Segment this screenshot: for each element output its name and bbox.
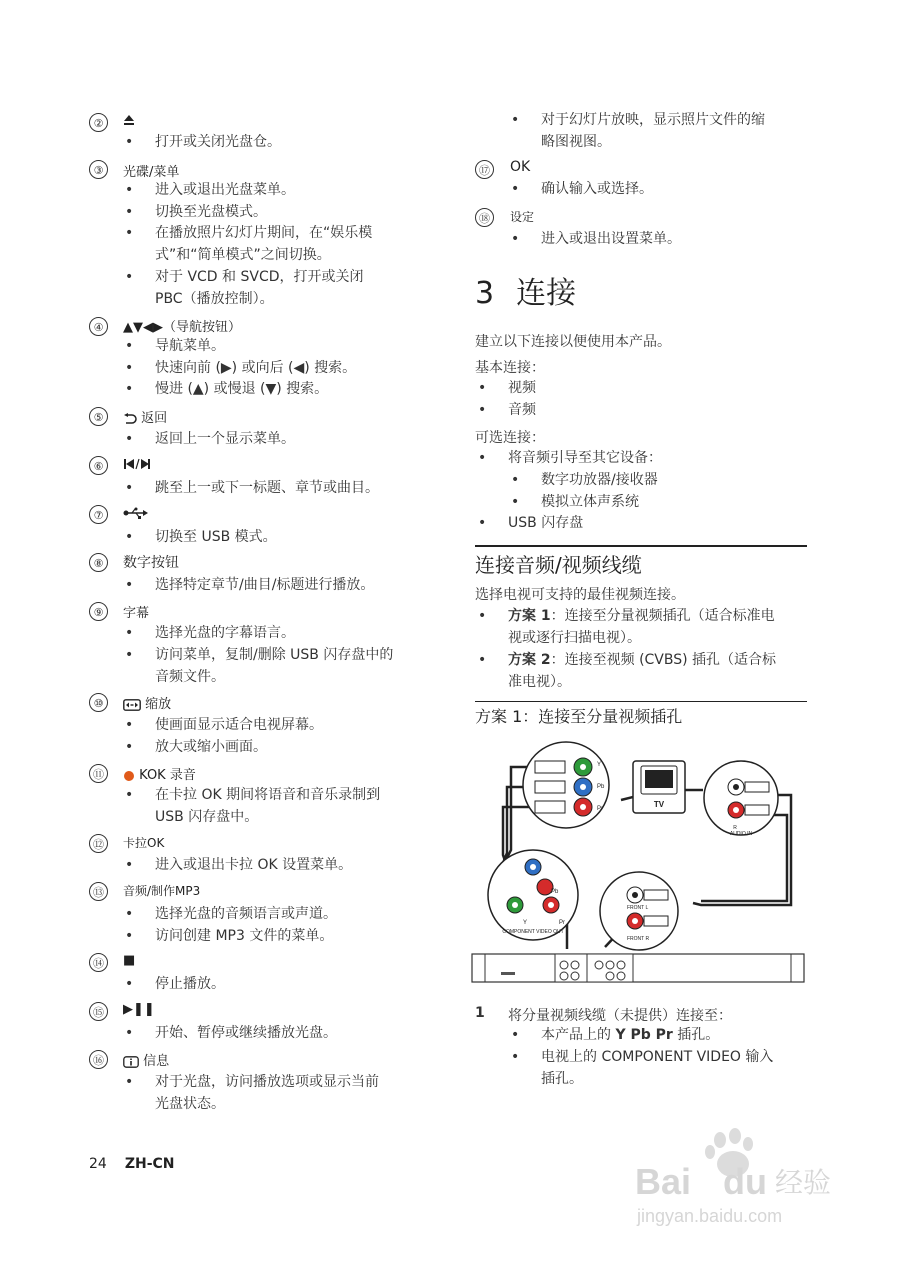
item-number: ⑪ xyxy=(89,764,108,783)
option-label: 方案 2 xyxy=(508,652,551,668)
list-item: • 对于 VCD 和 SVCD，打开或关闭 xyxy=(155,266,364,288)
list-item: • 返回上一个显示菜单。 xyxy=(155,428,295,450)
item-title xyxy=(123,505,149,520)
svg-text:Pr: Pr xyxy=(559,920,565,926)
optional-label: 可选连接： xyxy=(475,430,545,446)
list-item: • 使画面显示适合电视屏幕。 xyxy=(155,714,323,736)
item-title xyxy=(123,112,135,127)
list-item: • 打开或关闭光盘仓。 xyxy=(155,131,281,153)
audio-in-bubble xyxy=(704,761,778,835)
item-number: ⑩ xyxy=(89,693,108,712)
item-title: 音频/制作MP3 xyxy=(123,884,201,898)
list-item-cont: 式”和“简单模式”之间切换。 xyxy=(155,247,331,263)
list-item-cont: 略图视图。 xyxy=(541,134,611,150)
back-icon xyxy=(123,413,137,425)
item-number: ⑰ xyxy=(475,160,494,179)
option-text: ：连接至视频 (CVBS) 插孔（适合标 xyxy=(550,652,777,668)
usb-icon xyxy=(123,507,149,519)
tv-plug-y xyxy=(535,758,592,776)
subsection-rule xyxy=(475,701,807,702)
list-item: • 选择特定章节/曲目/标题进行播放。 xyxy=(155,574,374,596)
list-item-cont: 光盘状态。 xyxy=(155,1096,225,1112)
list-item: • 音频 xyxy=(508,399,536,421)
tv-plug-pb xyxy=(535,778,592,796)
tv-label: TV xyxy=(653,800,665,809)
item-number: ⑯ xyxy=(89,1050,108,1069)
item-title: 卡拉OK xyxy=(123,836,165,850)
list-item: • 数字功放器/接收器 xyxy=(541,469,658,491)
item-number: ③ xyxy=(89,160,108,179)
item-title-text: 信息 xyxy=(143,1054,170,1069)
watermark-brand2: du xyxy=(723,1161,767,1202)
section-title: 连接音频/视频线缆 xyxy=(475,553,642,577)
list-item xyxy=(541,1024,719,1046)
intro-text: 建立以下连接以便使用本产品。 xyxy=(475,334,671,350)
step-number: 1 xyxy=(475,1005,485,1021)
chapter-title: 连接 xyxy=(516,276,577,311)
item-title-text: 缩放 xyxy=(145,697,172,712)
jack-label: Y Pb Pr xyxy=(615,1027,673,1043)
item-title: ▲▼◀▶（导航按钮） xyxy=(123,320,241,335)
language-code: ZH-CN xyxy=(124,1156,175,1172)
list-item: • 在卡拉 OK 期间将语音和音乐录制到 xyxy=(155,784,380,806)
tv-plug-pr xyxy=(535,798,592,816)
svg-text:Pb: Pb xyxy=(551,889,559,895)
svg-text:Y: Y xyxy=(523,920,528,926)
baidu-watermark xyxy=(625,1128,855,1228)
list-item: • 确认输入或选择。 xyxy=(541,178,653,200)
list-item: • 开始、暂停或继续播放光盘。 xyxy=(155,1022,337,1044)
item-number: ⑱ xyxy=(475,208,494,227)
list-item xyxy=(508,605,775,627)
list-item-cont: 准电视）。 xyxy=(508,674,571,690)
list-item: • 访问菜单，复制/删除 USB 闪存盘中的 xyxy=(155,644,393,666)
record-dot-icon xyxy=(123,770,135,782)
label-pb: Pb xyxy=(597,784,605,790)
item-number: ⑬ xyxy=(89,882,108,901)
item-number: ② xyxy=(89,113,108,132)
list-item: • 放大或缩小画面。 xyxy=(155,736,267,758)
list-item: • 进入或退出光盘菜单。 xyxy=(155,179,295,201)
list-item: • 访问创建 MP3 文件的菜单。 xyxy=(155,925,333,947)
option-label: 方案 1 xyxy=(508,608,551,624)
text-span: 本产品上的 xyxy=(541,1027,616,1043)
watermark-cn: 经验 xyxy=(775,1166,832,1199)
list-item: • 在播放照片幻灯片期间，在“娱乐模 xyxy=(155,222,372,244)
list-item: • 视频 xyxy=(508,377,536,399)
item-title-text: KOK 录音 xyxy=(139,768,196,783)
list-item: • 切换至 USB 模式。 xyxy=(155,526,277,548)
item-title xyxy=(123,1050,169,1069)
prev-next-icon xyxy=(123,458,151,470)
info-icon xyxy=(123,1056,139,1068)
component-out-label: COMPONENT VIDEO OUT xyxy=(502,929,564,935)
page-number: 24 xyxy=(89,1156,107,1172)
list-item: • USB 闪存盘 xyxy=(508,512,583,534)
list-item: • 电视上的 COMPONENT VIDEO 输入 xyxy=(541,1046,773,1068)
list-item: • 进入或退出卡拉 OK 设置菜单。 xyxy=(155,854,352,876)
item-number: ⑥ xyxy=(89,456,108,475)
item-title xyxy=(123,693,171,712)
list-item: • 模拟立体声系统 xyxy=(541,491,639,513)
list-item: • 选择光盘的音频语言或声道。 xyxy=(155,903,337,925)
item-title: 数字按钮 xyxy=(123,555,179,571)
list-item: • 快速向前 (▶) 或向后 (◀) 搜索。 xyxy=(155,357,356,379)
section-rule xyxy=(475,545,807,547)
chapter-heading xyxy=(475,268,576,312)
list-item xyxy=(508,649,776,671)
item-title xyxy=(123,456,151,471)
item-title: 设定 xyxy=(510,210,535,224)
item-title: ▶❚❚ xyxy=(123,1002,155,1017)
list-item-cont: 插孔。 xyxy=(541,1071,583,1087)
list-item: • 对于幻灯片放映，显示照片文件的缩 xyxy=(541,109,765,131)
item-title: 字幕 xyxy=(123,606,150,621)
step-text: 将分量视频线缆（未提供）连接至： xyxy=(508,1008,732,1024)
list-item: • 对于光盘，访问播放选项或显示当前 xyxy=(155,1071,379,1093)
chapter-number: 3 xyxy=(475,276,495,311)
item-title-text: 返回 xyxy=(141,411,168,426)
item-number: ⑫ xyxy=(89,834,108,853)
list-item: • 切换至光盘模式。 xyxy=(155,201,267,223)
list-item: • 慢进 (▲) 或慢退 (▼) 搜索。 xyxy=(155,378,328,400)
list-item-cont: 视或逐行扫描电视）。 xyxy=(508,630,641,646)
item-number: ⑦ xyxy=(89,505,108,524)
label-y: Y xyxy=(597,762,602,768)
item-title xyxy=(123,407,167,426)
list-item: • 选择光盘的字幕语言。 xyxy=(155,622,295,644)
item-title: ■ xyxy=(123,953,136,968)
item-number: ⑭ xyxy=(89,953,108,972)
item-title xyxy=(123,764,196,783)
subsection-title: 方案 1：连接至分量视频插孔 xyxy=(475,707,683,726)
label-pr: Pr xyxy=(597,806,603,812)
list-item-cont: USB 闪存盘中。 xyxy=(155,809,259,825)
front-l-label: FRONT L xyxy=(627,905,649,911)
list-item: • 停止播放。 xyxy=(155,973,225,995)
zoom-icon xyxy=(123,699,141,711)
basic-label: 基本连接： xyxy=(475,360,545,376)
list-item: • 进入或退出设置菜单。 xyxy=(541,228,681,250)
eject-icon xyxy=(123,114,135,126)
list-item-cont: 音频文件。 xyxy=(155,669,225,685)
front-r-label: FRONT R xyxy=(627,936,650,942)
list-item: • 跳至上一或下一标题、章节或曲目。 xyxy=(155,477,379,499)
list-item: • 导航菜单。 xyxy=(155,335,225,357)
item-title: OK xyxy=(510,159,531,175)
connection-diagram xyxy=(471,735,807,985)
item-number: ⑮ xyxy=(89,1002,108,1021)
text-span: 插孔。 xyxy=(672,1027,720,1043)
audio-in-label: AUDIO IN xyxy=(729,831,753,837)
list-item-cont: PBC（播放控制）。 xyxy=(155,291,274,307)
item-number: ⑧ xyxy=(89,553,108,572)
item-number: ④ xyxy=(89,317,108,336)
list-item: • 将音频引导至其它设备： xyxy=(508,447,662,469)
item-title: 光碟/菜单 xyxy=(123,165,180,180)
label-r: R xyxy=(733,825,737,831)
watermark-url: jingyan.baidu.com xyxy=(637,1206,783,1226)
item-number: ⑨ xyxy=(89,602,108,621)
page-footer xyxy=(89,1156,175,1172)
option-text: ：连接至分量视频插孔（适合标准电 xyxy=(550,608,775,624)
watermark-brand: Bai xyxy=(635,1161,692,1202)
section-intro: 选择电视可支持的最佳视频连接。 xyxy=(475,587,685,603)
item-number: ⑤ xyxy=(89,407,108,426)
player-body xyxy=(472,954,804,982)
